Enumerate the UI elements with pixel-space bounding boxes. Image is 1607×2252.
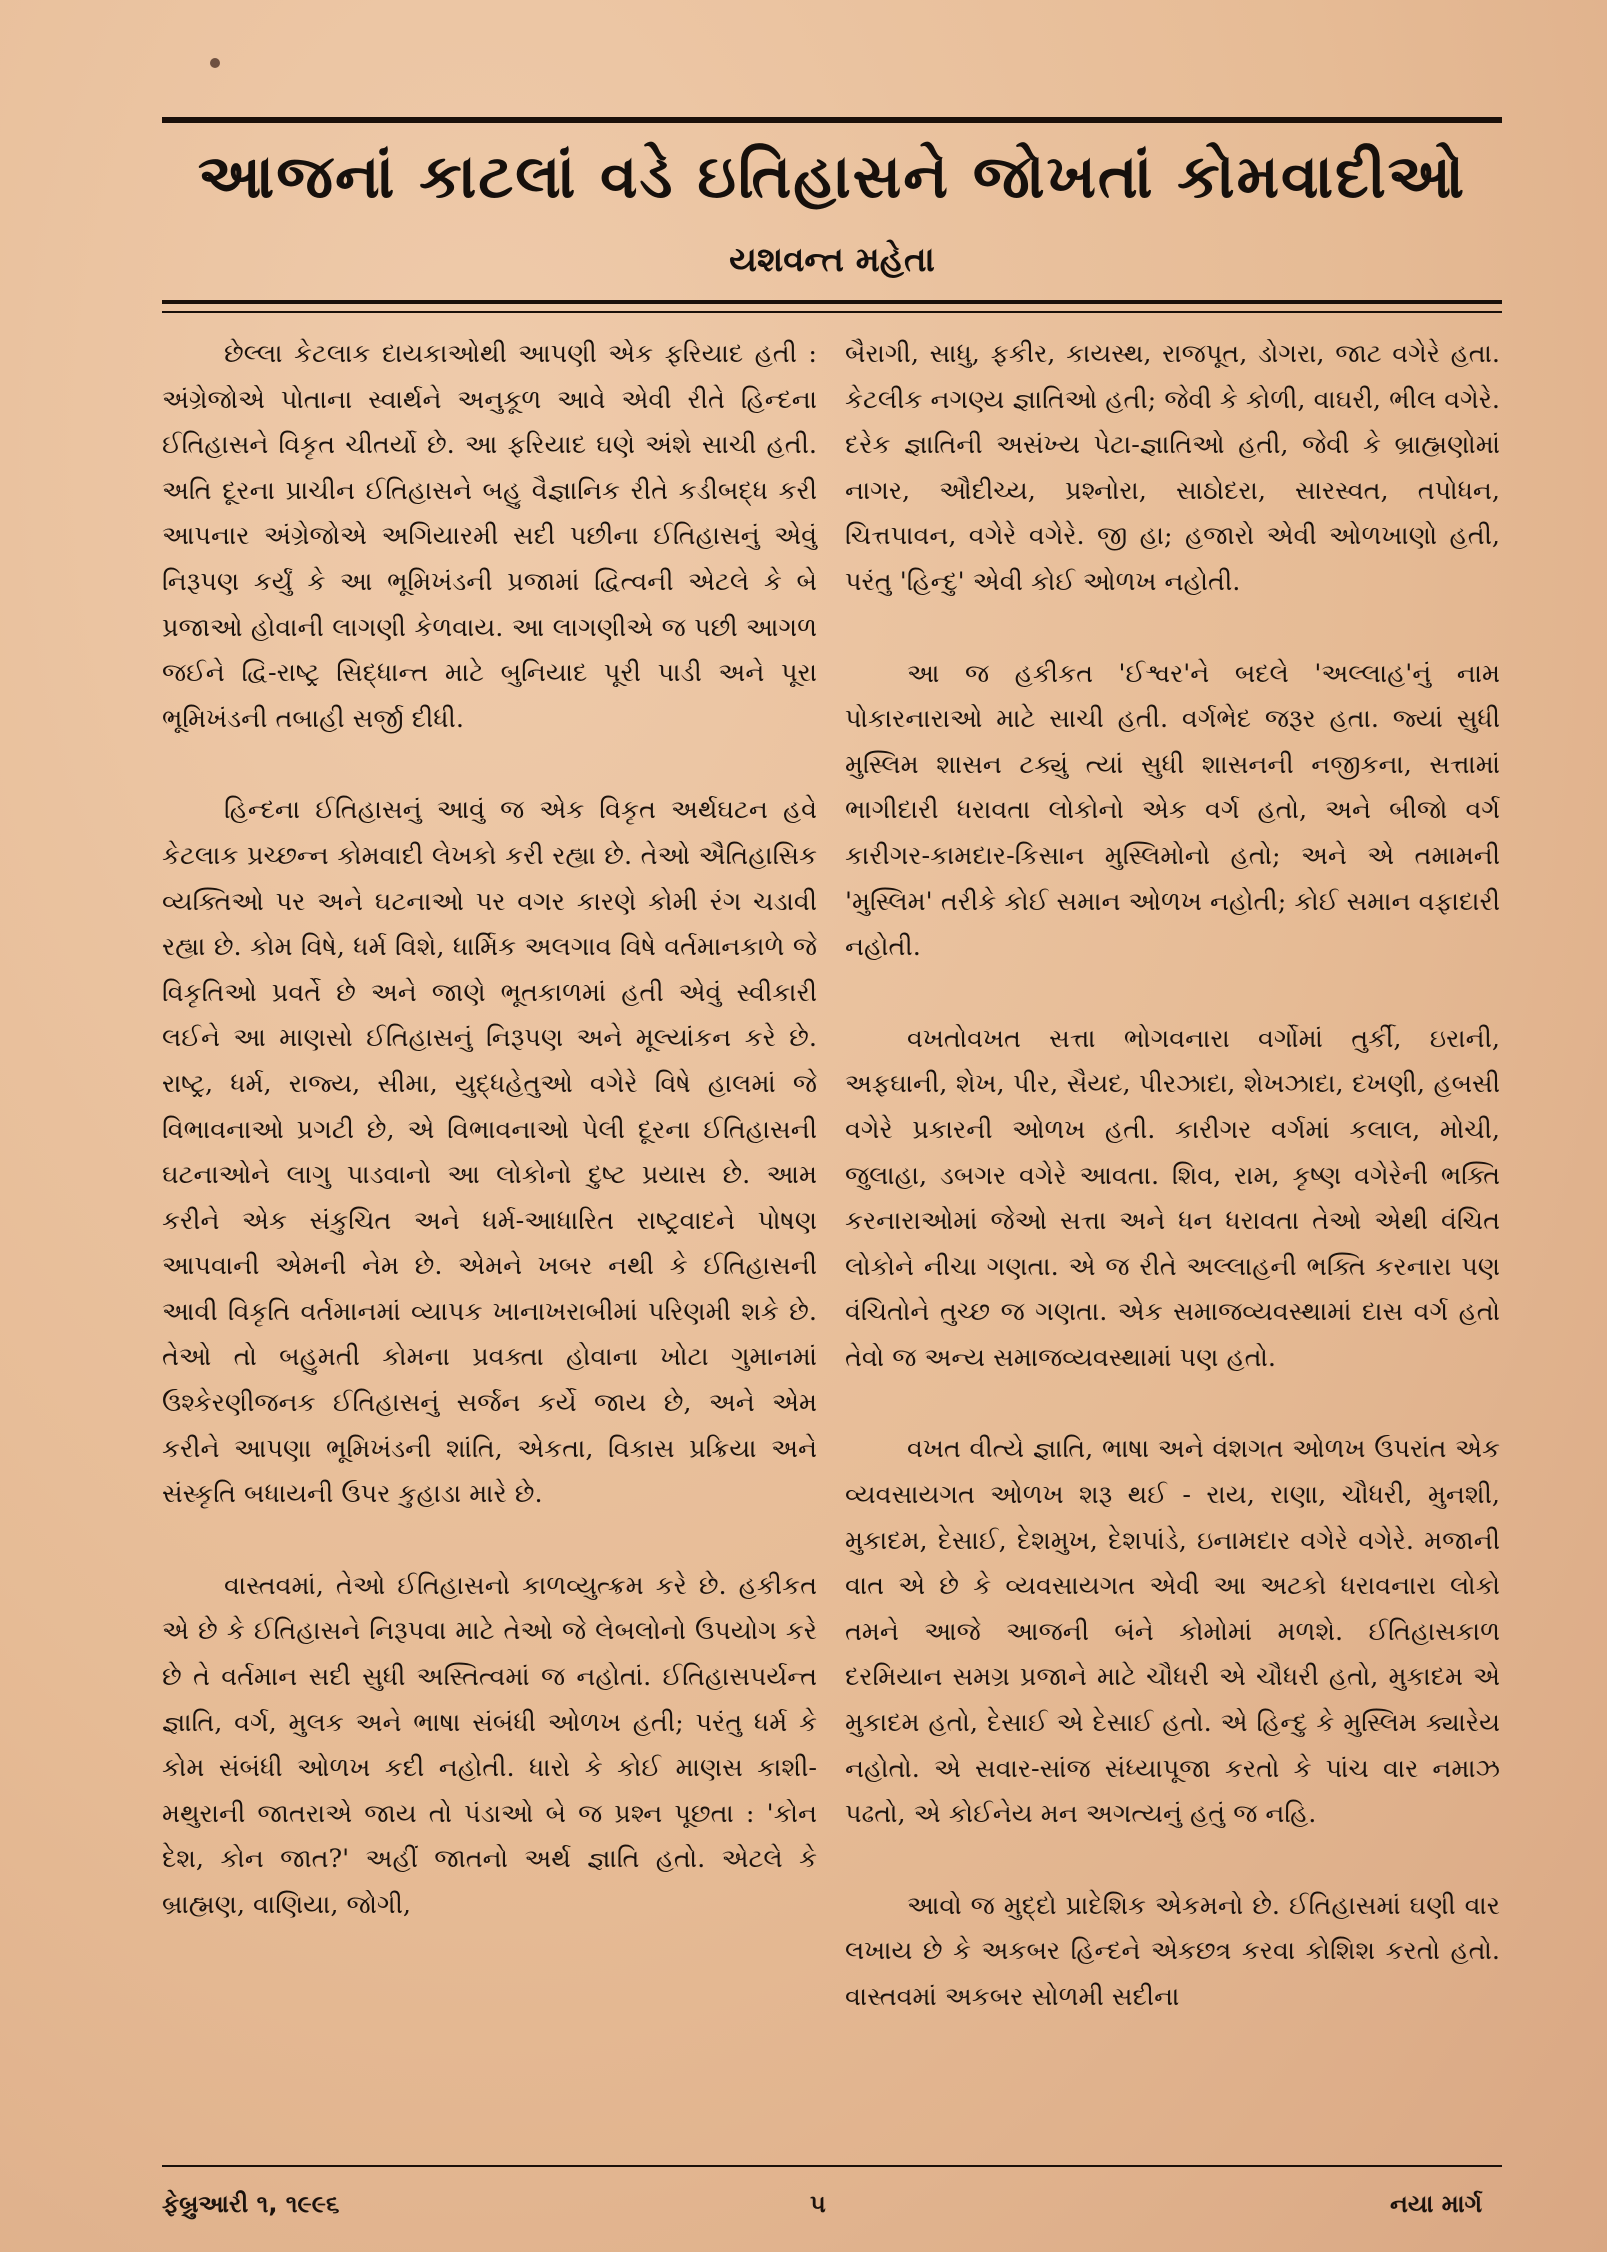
left-column — [162, 332, 817, 1975]
article-title: આજનાં કાટલાં વડે ઇતિહાસને જોખતાં કોમવાદીઓ — [197, 142, 1467, 212]
footer-rule — [162, 2165, 1502, 2167]
footer-date: ફેબ્રુઆરી ૧, ૧૯૯૬ — [162, 2190, 340, 2218]
paragraph: હિન્દના ઈતિહાસનું આવું જ એક વિકૃત અર્થઘટન હવે કેટલાક પ્રચ્છન્ન કોમવાદી લેખકો કરી રહ્યા છે. તેઓ ઐતિહાસિક વ્યક્તિઓ પર અને ઘટનાઓ પર વગર કારણે કોમી રંગ ચડાવી રહ્યા છે. કોમ વિષે, ધર્મ વિશે, ધાર્મિક અલગાવ વિષે વર્તમાનકાળે જે વિકૃતિઓ પ્રવર્તે છે અને જાણે ભૂતકાળમાં હતી એવું સ્વીકારી લઈને આ માણસો ઈતિહાસનું નિરૂપણ અને મૂલ્યાંકન કરે છે. રાષ્ટ્ર, ધર્મ, રાજ્ય, સીમા, યુદ્ધહેતુઓ વગેરે વિષે હાલમાં જે વિભાવનાઓ પ્રગટી છે, એ વિભાવનાઓ પેલી દૂરના ઈતિહાસની ઘટનાઓને લાગુ પાડવાનો આ લોકોનો દુષ્ટ પ્રયાસ છે. આમ કરીને એક સંકુચિત અને ધર્મ-આધારિત રાષ્ટ્રવાદને પોષણ આપવાની એમની નેમ છે. એમને ખબર નથી કે ઈતિહાસની આવી વિકૃતિ વર્તમાનમાં વ્યાપક ખાનાખરાબીમાં પરિણમી શકે છે. તેઓ તો બહુમતી કોમના પ્રવક્તા હોવાના ખોટા ગુમાનમાં ઉશ્કેરણીજનક ઈતિહાસનું સર્જન કર્યે જાય છે, અને એમ કરીને આપણા ભૂમિખંડની શાંતિ, એકતા, વિકાસ પ્રક્રિયા અને સંસ્કૃતિ બધાયની ઉપર કુહાડા મારે છે. — [162, 795, 817, 1510]
paragraph: વખત વીત્યે જ્ઞાતિ, ભાષા અને વંશગત ઓળખ ઉપરાંત એક વ્યવસાયગત ઓળખ શરૂ થઈ - રાય, રાણા, ચૌધરી, મુનશી, મુકાદમ, દેસાઈ, દેશમુખ, દેશપાંડે, ઇનામદાર વગેરે વગેરે. મજાની વાત એ છે કે વ્યવસાયગત એવી આ અટકો ધરાવનારા લોકો તમને આજે આજની બંને કોમોમાં મળશે. ઈતિહાસકાળ દરમિયાન સમગ્ર પ્રજાને માટે ચૌધરી એ ચૌધરી હતો, મુકાદમ એ મુકાદમ હતો, દેસાઈ એ દેસાઈ હતો. એ હિન્દુ કે મુસ્લિમ ક્યારેય નહોતો. એ સવાર-સાંજ સંધ્યાપૂજા કરતો કે પાંચ વાર નમાઝ પઢતો, એ કોઈનેય મન અગત્યનું હતું જ નહિ. — [845, 1434, 1500, 1830]
paragraph: બૈરાગી, સાધુ, ફકીર, કાયસ્થ, રાજપૂત, ડોગરા, જાટ વગેરે હતા. કેટલીક નગણ્ય જ્ઞાતિઓ હતી; જેવી કે કોળી, વાઘરી, ભીલ વગેરે. દરેક જ્ઞાતિની અસંખ્ય પેટા-જ્ઞાતિઓ હતી, જેવી કે બ્રાહ્મણોમાં નાગર, ઔદીચ્ય, પ્રશ્નોરા, સાઠોદરા, સારસ્વત, તપોધન, ચિત્તપાવન, વગેરે વગેરે. જી હા; હજારો એવી ઓળખાણો હતી, પરંતુ 'હિન્દુ' એવી કોઈ ઓળખ નહોતી. — [845, 339, 1500, 597]
right-column — [845, 332, 1500, 2067]
title-rule-thin — [162, 311, 1502, 313]
top-rule — [162, 117, 1502, 123]
paragraph: આ જ હકીકત 'ઈશ્વર'ને બદલે 'અલ્લાહ'નું નામ પોકારનારાઓ માટે સાચી હતી. વર્ગભેદ જરૂર હતા. જ્યાં સુધી મુસ્લિમ શાસન ટક્યું ત્યાં સુધી શાસનની નજીકના, સત્તામાં ભાગીદારી ધરાવતા લોકોનો એક વર્ગ હતો, અને બીજો વર્ગ કારીગર-કામદાર-કિસાન મુસ્લિમોનો હતો; અને એ તમામની 'મુસ્લિમ' તરીકે કોઈ સમાન ઓળખ નહોતી; કોઈ સમાન વફાદારી નહોતી. — [845, 658, 1500, 963]
paragraph: આવો જ મુદ્દો પ્રાદેશિક એકમનો છે. ઈતિહાસમાં ઘણી વાર લખાય છે કે અકબર હિન્દને એકછત્ર કરવા કોશિશ કરતો હતો. વાસ્તવમાં અકબર સોળમી સદીના — [845, 1890, 1500, 2012]
paragraph: વખતોવખત સત્તા ભોગવનારા વર્ગોમાં તુર્કી, ઇરાની, અફઘાની, શેખ, પીર, સૈયદ, પીરઝાદા, શેખઝાદા, દખણી, હબસી વગેરે પ્રકારની ઓળખ હતી. કારીગર વર્ગમાં કલાલ, મોચી, જુલાહા, ડબગર વગેરે આવતા. શિવ, રામ, કૃષ્ણ વગેરેની ભક્તિ કરનારાઓમાં જેઓ સત્તા અને ધન ધરાવતા તેઓ એથી વંચિત લોકોને નીચા ગણતા. એ જ રીતે અલ્લાહની ભક્તિ કરનારા પણ વંચિતોને તુચ્છ જ ગણતા. એક સમાજવ્યવસ્થામાં દાસ વર્ગ હતો તેવો જ અન્ય સમાજવ્યવસ્થામાં પણ હતો. — [845, 1023, 1500, 1373]
footer-publication: નયા માર્ગ — [1390, 2190, 1483, 2218]
article-author: યશવન્ત મહેતા — [729, 240, 935, 280]
paragraph: વાસ્તવમાં, તેઓ ઈતિહાસનો કાળવ્યુત્ક્રમ કરે છે. હકીકત એ છે કે ઈતિહાસને નિરૂપવા માટે તેઓ જે લેબલોનો ઉપયોગ કરે છે તે વર્તમાન સદી સુધી અસ્તિત્વમાં જ નહોતાં. ઈતિહાસપર્યન્ત જ્ઞાતિ, વર્ગ, મુલક અને ભાષા સંબંધી ઓળખ હતી; પરંતુ ધર્મ કે કોમ સંબંધી ઓળખ કદી નહોતી. ધારો કે કોઈ માણસ કાશી-મથુરાની જાતરાએ જાય તો પંડાઓ બે જ પ્રશ્ન પૂછતા : 'કોન દેશ, કોન જાત?' અહીં જાતનો અર્થ જ્ઞાતિ હતો. એટલે કે બ્રાહ્મણ, વાણિયા, જોગી, — [162, 1570, 817, 1920]
paragraph: છેલ્લા કેટલાક દાયકાઓથી આપણી એક ફરિયાદ હતી : અંગ્રેજોએ પોતાના સ્વાર્થને અનુકૂળ આવે એવી રીતે હિન્દના ઈતિહાસને વિકૃત ચીતર્યો છે. આ ફરિયાદ ઘણે અંશે સાચી હતી. અતિ દૂરના પ્રાચીન ઈતિહાસને બહુ વૈજ્ઞાનિક રીતે કડીબદ્ધ કરી આપનાર અંગ્રેજોએ અગિયારમી સદી પછીના ઈતિહાસનું એવું નિરૂપણ કર્યું કે આ ભૂમિખંડની પ્રજામાં દ્વિત્વની એટલે કે બે પ્રજાઓ હોવાની લાગણી કેળવાય. આ લાગણીએ જ પછી આગળ જઈને દ્વિ-રાષ્ટ્ર સિદ્ધાન્ત માટે બુનિયાદ પૂરી પાડી અને પૂરા ભૂમિખંડની તબાહી સર્જી દીધી. — [162, 339, 817, 734]
footer-page-number: ૫ — [810, 2190, 826, 2218]
page-speck — [210, 58, 220, 68]
title-rule-thick — [162, 300, 1502, 304]
